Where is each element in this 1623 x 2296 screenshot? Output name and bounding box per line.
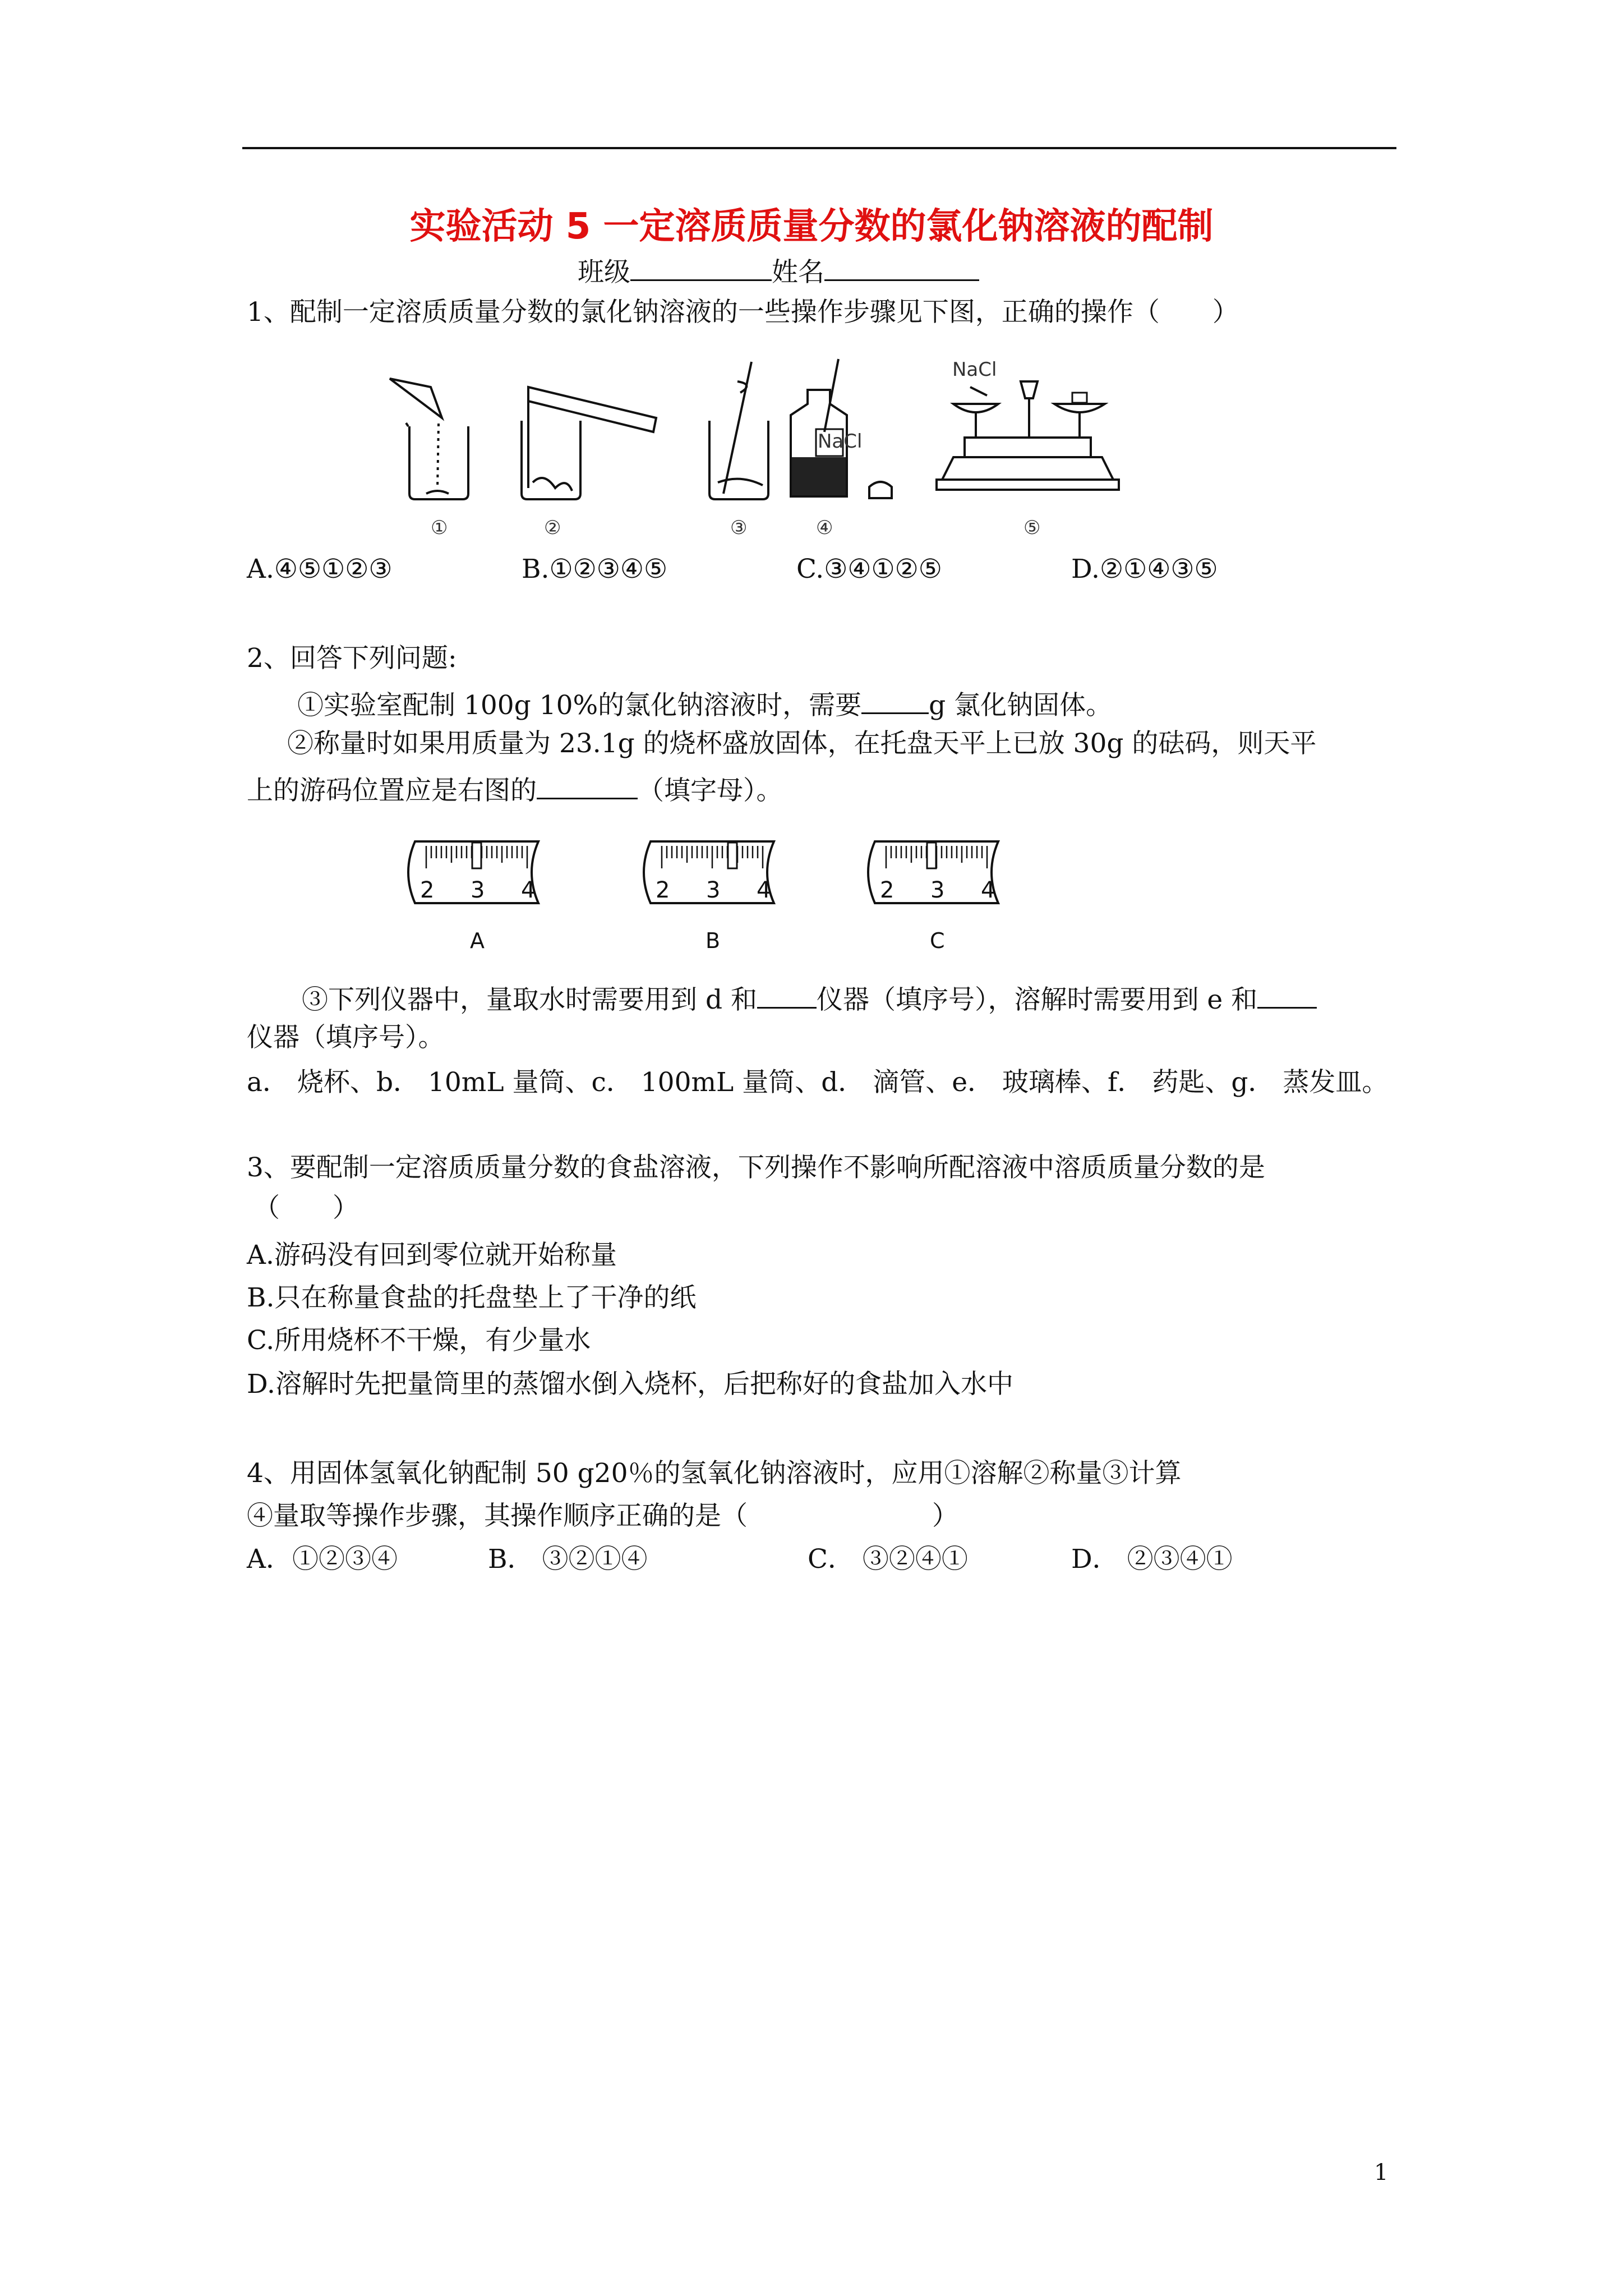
ruler-rider	[472, 843, 481, 868]
q2-part2-text-before: 上的游码位置应是右图的	[247, 775, 537, 806]
ruler-option-label: B	[706, 928, 721, 953]
rider-rulers-figure	[393, 836, 1043, 954]
q2-part3-text-1: ③下列仪器中，量取水时需要用到 d 和	[302, 984, 757, 1015]
name-blank[interactable]	[824, 251, 979, 281]
q1-option-a[interactable]: A.④⑤①②③	[247, 554, 393, 585]
header-rule	[242, 147, 1396, 149]
ruler-tick-label: 3	[706, 877, 721, 903]
nacl-balance-label: NaCl	[952, 358, 997, 381]
ruler-tick-label: 4	[521, 877, 536, 903]
q2-part1-text-before: ①实验室配制 100g 10%的氯化钠溶液时，需要	[297, 690, 862, 721]
q4-option-b[interactable]: B． ③②①④	[488, 1544, 648, 1575]
class-label: 班级	[578, 257, 630, 288]
page-number: 1	[1374, 2160, 1389, 2185]
q2-part1-blank[interactable]	[861, 684, 929, 714]
reagent-bottle-figure	[791, 359, 892, 498]
name-label: 姓名	[772, 257, 824, 288]
q4-option-d[interactable]: D． ②③④①	[1071, 1544, 1233, 1575]
q4-line1: 4、用固体氢氧化钠配制 50 g20％的氢氧化钠溶液时，应用①溶解②称量③计算	[247, 1458, 1182, 1489]
ruler-option-label: C	[930, 928, 945, 953]
ruler-rider	[927, 843, 936, 868]
figure-label-3: ③	[730, 517, 748, 539]
q1-apparatus-figure	[381, 353, 1200, 550]
ruler-tick-label: 3	[930, 877, 945, 903]
q2-part1-text-after: g 氯化钠固体。	[929, 690, 1113, 721]
q2-stem: 2、回答下列问题:	[247, 643, 457, 674]
q2-part2-text-after: （填字母）。	[638, 775, 783, 806]
ruler-tick-label: 3	[471, 877, 485, 903]
q3-option-a[interactable]: A.游码没有回到零位就开始称量	[247, 1240, 617, 1271]
nacl-bottle-label: NaCl	[818, 430, 863, 453]
q1-option-c[interactable]: C.③④①②⑤	[796, 554, 942, 585]
q3-answer-paren: （ ）	[253, 1193, 359, 1223]
ruler-tick-label: 2	[420, 877, 435, 903]
class-blank[interactable]	[630, 251, 772, 281]
q1-stem: 1、配制一定溶质质量分数的氯化钠溶液的一些操作步骤见下图，正确的操作（ ）	[247, 297, 1239, 328]
figure-label-5: ⑤	[1023, 517, 1041, 539]
ruler-tick-label: 2	[656, 877, 670, 903]
q3-option-d[interactable]: D.溶解时先把量筒里的蒸馏水倒入烧杯，后把称好的食盐加入水中	[247, 1369, 1013, 1400]
balance-figure	[937, 358, 1119, 490]
figure-label-2: ②	[544, 517, 561, 539]
q2-part3-line1	[302, 979, 1317, 1017]
q3-stem: 3、要配制一定溶质质量分数的食盐溶液，下列操作不影响所配溶液中溶质质量分数的是	[247, 1152, 1265, 1183]
beaker-pour-liquid-figure	[522, 387, 656, 499]
q2-part2-blank[interactable]	[537, 770, 638, 799]
q4-option-a[interactable]: A．①②③④	[247, 1544, 398, 1575]
ruler-tick-label: 4	[757, 877, 771, 903]
q2-instruments: a． 烧杯、b． 10mL 量筒、c． 100mL 量筒、d． 滴管、e． 玻璃棒、f． 药匙、g． 蒸发皿。	[247, 1067, 1389, 1098]
q1-option-d[interactable]: D.②①④③⑤	[1071, 554, 1218, 585]
q1-option-b[interactable]: B.①②③④⑤	[522, 554, 668, 585]
q2-part3-blank-2[interactable]	[1257, 979, 1317, 1009]
figure-label-1: ①	[431, 517, 448, 539]
student-info-line	[578, 251, 979, 289]
beaker-pour-solid-figure	[390, 379, 468, 499]
q2-part3-blank-1[interactable]	[757, 979, 817, 1009]
ruler-option-label: A	[470, 928, 485, 953]
q2-part2-line2	[247, 770, 783, 808]
q3-option-b[interactable]: B.只在称量食盐的托盘垫上了干净的纸	[247, 1282, 697, 1313]
q4-line2: ④量取等操作步骤，其操作顺序正确的是（ ）	[247, 1501, 958, 1531]
q2-part3-text-2: 仪器（填序号），溶解时需要用到 e 和	[816, 984, 1258, 1015]
q3-option-c[interactable]: C.所用烧杯不干燥，有少量水	[247, 1325, 591, 1356]
q2-part2-line1: ②称量时如果用质量为 23.1g 的烧杯盛放固体，在托盘天平上已放 30g 的砝码，则天平	[287, 728, 1317, 759]
ruler-tick-label: 2	[880, 877, 895, 903]
ruler-rider	[728, 843, 737, 868]
page-title: 实验活动 5 一定溶质质量分数的氯化钠溶液的配制	[409, 206, 1214, 247]
q2-part1	[297, 684, 1112, 723]
q4-option-c[interactable]: C． ③②④①	[808, 1544, 968, 1575]
figure-label-4: ④	[816, 517, 833, 539]
beaker-stirring-figure	[709, 362, 768, 499]
ruler-tick-label: 4	[981, 877, 995, 903]
q2-part3-line2: 仪器（填序号）。	[247, 1022, 445, 1053]
